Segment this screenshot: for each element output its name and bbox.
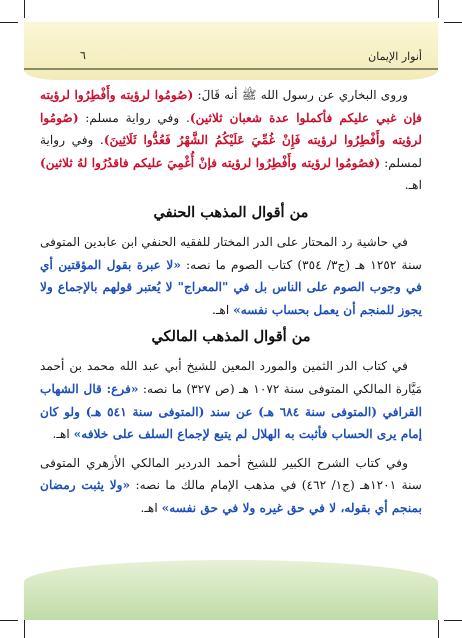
text: وروى البخاري عن رسول الله ﷺ أنه قَالَ: [193, 88, 408, 102]
hadith-quote: (فصُومُوا لرؤيته وأَفْطِرُوا لرؤيته فإنْ أُغْمِيَ عليكم فاقدُرُوا لهُ ثلاثين) [40, 155, 381, 170]
crop-mark [24, 620, 25, 638]
page-number: ٦ [80, 49, 86, 62]
text: اهـ. [140, 500, 162, 515]
crop-mark [444, 620, 462, 621]
scholar-quote: «ولا يثبت رمضان بمنجم أي بقوله، لا في حق غيره ولا في حق نفسه» [40, 478, 422, 515]
crop-mark [438, 0, 439, 18]
text: في كتاب الدر الثمين والمورد المعين للشيخ أبي عبد الله محمد بن أحمد مَيَّارة المالكي المتوفى سنة ١٠٧٢ هـ (ص ٣٢٧) ما نصه: [40, 359, 422, 396]
text: . وفي رواية لمسلم: [40, 133, 422, 170]
hadith-quote: (صُومُوا لرؤيته وأَفْطِرُوا لرؤيته فَإِنْ غُمِّيَ عَلَيْكُمُ الشَّهْرُ فَعُدُّوا ثَلَاثِينَ) [40, 110, 422, 148]
crop-mark [0, 620, 18, 621]
scholar-quote: «لا عبرة بقول المؤقتين أي في وجوب الصوم على الناس بل في "المعراج" لا يُعتبر قولهم بالإجماع ولا يجوز للمنجم أن يعمل بحساب نفسه» [40, 257, 422, 317]
text: وفي كتاب الشرح الكبير للشيخ أحمد الدردير المالكي الأزهري المتوفى سنة ١٢٠١هـ (ج١/ ٤٦٢) في مذهب الإمام مالك ما نصه: [40, 455, 423, 493]
header-rule [24, 68, 438, 70]
text: . وفي رواية مسلم: [78, 110, 190, 125]
text: اهـ. [211, 302, 234, 317]
crop-mark [444, 22, 462, 23]
footer-band [24, 560, 438, 620]
crop-mark [24, 0, 25, 18]
paragraph-hanafi [40, 231, 422, 321]
crop-mark [0, 22, 18, 23]
text: اهـ. [52, 427, 74, 442]
paragraph-maliki-2 [40, 452, 422, 520]
running-title: أنوار الإيمان [368, 50, 422, 63]
paragraph-hadith [40, 84, 422, 197]
text: في حاشية رد المحتار على الدر المختار للفقيه الحنفي ابن عابدين المتوفى سنة ١٢٥٢ هـ (ج٣/ ٣٥٤) كتاب الصوم ما نصه: [40, 234, 422, 272]
crop-mark [438, 620, 439, 638]
paragraph-maliki-1 [40, 355, 422, 445]
hadith-quote: (صُومُوا لرؤيته وأَفْطِرُوا لرؤيته فإن غبي عليكم فأكملوا عدة شعبان ثلاثين) [40, 88, 422, 125]
text: اهـ. [404, 178, 422, 193]
section-heading-maliki: من أقوال المذهب المالكي [151, 328, 311, 346]
page-body [40, 84, 422, 522]
scholar-quote: «فرع: قال الشهاب القرافي (المتوفى سنة ٦٨٤ هـ) عن سند (المتوفى سنة ٥٤١ هـ) ولو كان إمام يرى الحساب فأثبت به الهلال لم يتبع لإجماع السلف على خلافه» [40, 381, 423, 442]
section-heading-hanafi: من أقوال المذهب الحنفي [153, 203, 309, 221]
